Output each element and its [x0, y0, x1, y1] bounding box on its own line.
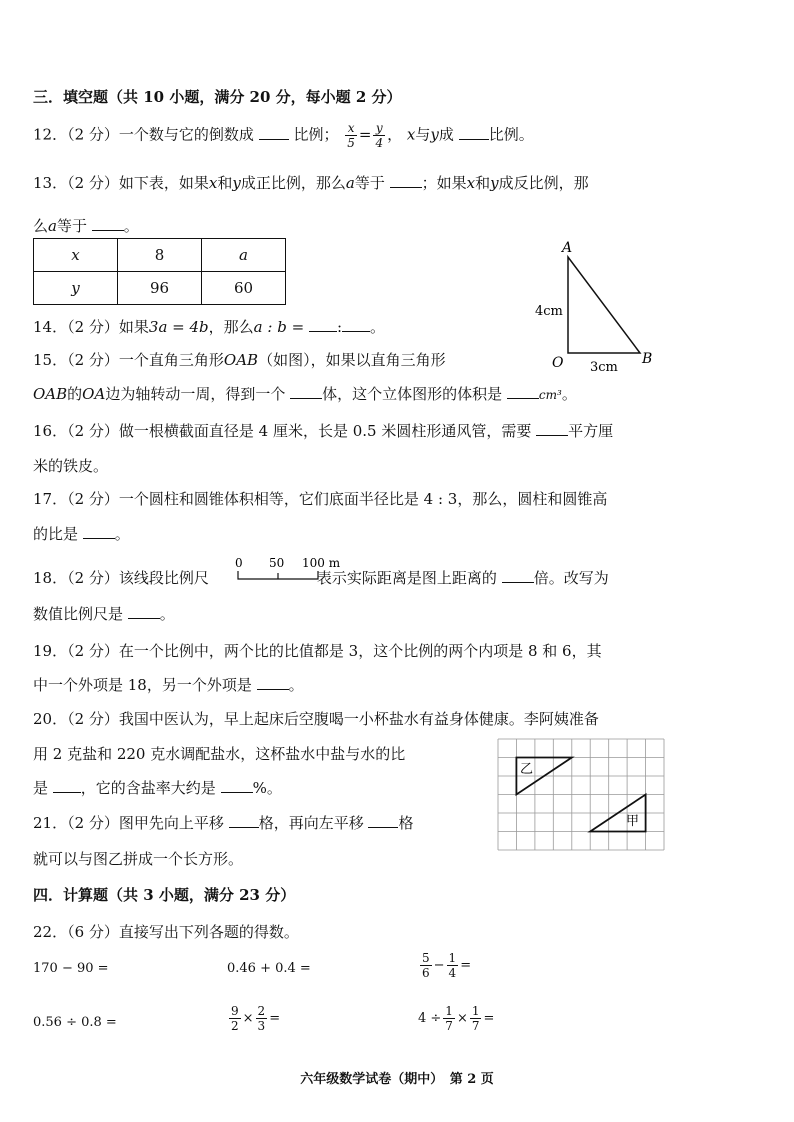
question-15-line-2: OAB的OA边为轴转动一周，得到一个 体，这个立体图形的体积是 cm³。 [33, 385, 577, 403]
section-4-title: 四．计算题（共 3 小题，满分 23 分） [33, 886, 296, 904]
question-18-line-2: 数值比例尺是 。 [33, 605, 175, 623]
scale-label-100: 100 m [302, 556, 341, 570]
calc-5: $\frac{9}{2}$ × $\frac{2}{3}$ = [231, 1004, 281, 1033]
q20-blank-2[interactable] [221, 780, 253, 793]
q12-blank-1[interactable] [259, 127, 289, 140]
scale-label-0: 0 [235, 556, 243, 570]
scale-label-50: 50 [269, 556, 285, 570]
label-b: B [642, 351, 653, 367]
question-14: 14．（2 分）如果3a = 4b，那么a : b = : 。 [33, 318, 386, 336]
table-row: y 96 60 [34, 272, 286, 305]
label-jia: 甲 [626, 814, 640, 829]
calc-1: 170 − 90 = [33, 961, 109, 976]
translation-grid-figure [496, 737, 666, 855]
question-15: 15．（2 分）一个直角三角形OAB（如图），如果以直角三角形 [33, 351, 446, 369]
label-yi: 乙 [520, 762, 534, 777]
question-20-line-2: 用 2 克盐和 220 克水调配盐水，这杯盐水中盐与水的比 [33, 745, 406, 763]
question-20-line-3: 是 ，它的含盐率大约是 %。 [33, 779, 282, 797]
question-16-line-2: 米的铁皮。 [33, 457, 109, 475]
q16-blank[interactable] [536, 423, 568, 436]
side-ob-label: 3cm [590, 360, 618, 375]
q21-blank-2[interactable] [368, 815, 398, 828]
triangle-oab-figure [520, 235, 670, 375]
question-13-line-2: 么a等于 。 [33, 217, 139, 235]
q20-blank-1[interactable] [53, 780, 81, 793]
calc-6: 4 ÷ $\frac{1}{7}$ × $\frac{1}{7}$ = [418, 1004, 495, 1033]
q12-text: 12．（2 分）一个数与它的倒数成 [33, 125, 254, 144]
q12-fraction-x5: $\frac{x}{5}$ [347, 121, 355, 150]
table-row: x 8 a [34, 239, 286, 272]
question-20: 20．（2 分）我国中医认为，早上起床后空腹喝一小杯盐水有益身体健康。李阿姨准备 [33, 710, 599, 728]
calc-4: 0.56 ÷ 0.8 = [33, 1015, 117, 1030]
question-13: 13．（2 分）如下表，如果x和y成正比例，那么a等于 ；如果x和y成反比例，那 [33, 174, 589, 192]
question-18: 18．（2 分）该线段比例尺 表示实际距离是图上距离的 倍。改写为 [33, 569, 609, 587]
label-o: O [552, 355, 564, 371]
q18-blank-1[interactable] [502, 570, 534, 583]
label-a: A [562, 240, 573, 256]
calc-2: 0.46 + 0.4 = [227, 961, 311, 976]
q14-blank-1[interactable] [309, 319, 337, 332]
q18-blank-2[interactable] [128, 606, 160, 619]
q12-fraction-y4: $\frac{y}{4}$ [375, 121, 384, 150]
q13-table [33, 238, 286, 305]
question-22: 22．（6 分）直接写出下列各题的得数。 [33, 923, 299, 941]
q12-blank-2[interactable] [459, 127, 489, 140]
question-21: 21．（2 分）图甲先向上平移 格，再向左平移 格 [33, 814, 414, 832]
side-oa-label: 4cm [535, 304, 563, 319]
q19-blank[interactable] [257, 677, 289, 690]
q14-blank-2[interactable] [342, 319, 370, 332]
question-19-line-2: 中一个外项是 18，另一个外项是 。 [33, 676, 304, 694]
q17-blank[interactable] [83, 526, 115, 539]
q21-blank-1[interactable] [229, 815, 259, 828]
question-19: 19．（2 分）在一个比例中，两个比的比值都是 3，这个比例的两个内项是 8 和 6，其 [33, 642, 602, 660]
q12-text-mid: 比例； [293, 125, 339, 144]
q13-blank-2[interactable] [92, 218, 124, 231]
question-17: 17．（2 分）一个圆柱和圆锥体积相等，它们底面半径比是 4 : 3，那么，圆柱和圆锥高 [33, 490, 608, 508]
calc-3: $\frac{5}{6}$ − $\frac{1}{4}$ = [422, 951, 472, 980]
q15-blank-2[interactable] [507, 386, 539, 399]
question-12: 12．（2 分）一个数与它的倒数成 比例； $\frac{x}{5}$ = $\frac{y}{4}$ ， x与y成 比例。 [33, 121, 534, 150]
scale-bar [232, 555, 344, 585]
question-16: 16．（2 分）做一根横截面直径是 4 厘米，长是 0.5 米圆柱形通风管，需要 平方厘 [33, 422, 614, 440]
page-footer: 六年级数学试卷（期中） 第 2 页 [300, 1072, 494, 1087]
question-17-line-2: 的比是 。 [33, 525, 130, 543]
q13-blank-1[interactable] [390, 175, 422, 188]
question-21-line-2: 就可以与图乙拼成一个长方形。 [33, 850, 244, 868]
section-3-title: 三．填空题（共 10 小题，满分 20 分，每小题 2 分） [33, 88, 402, 106]
q15-blank-1[interactable] [290, 386, 322, 399]
